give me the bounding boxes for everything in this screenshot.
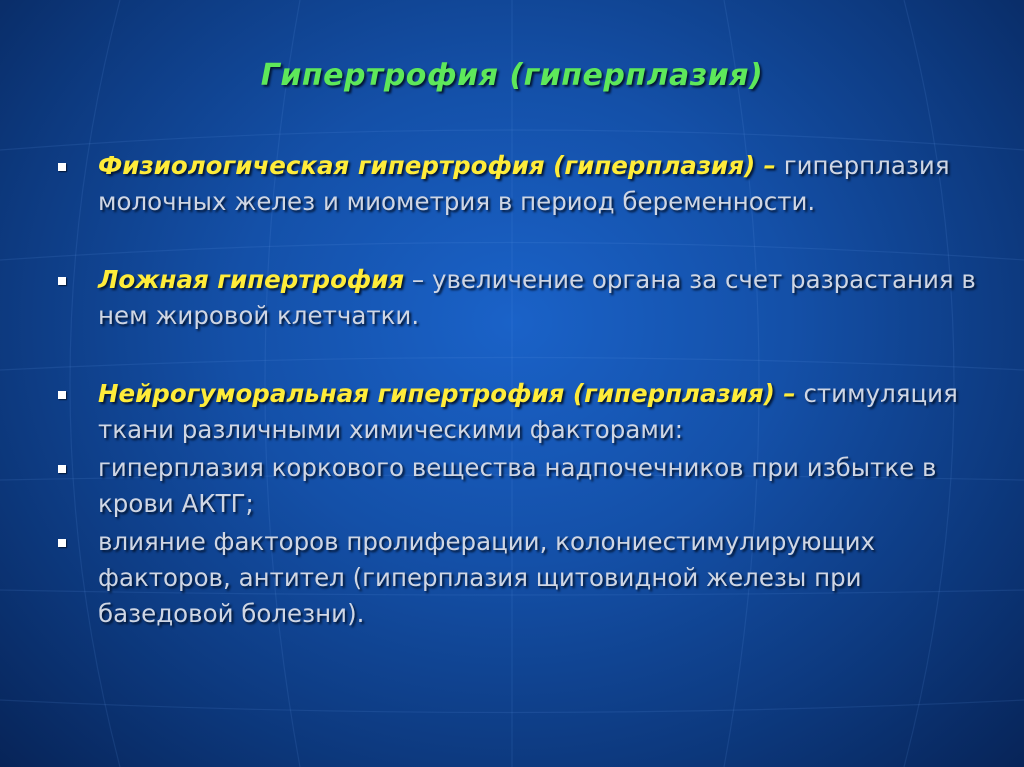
- term-false: Ложная гипертрофия: [98, 265, 405, 294]
- square-bullet-icon: [58, 465, 66, 473]
- text-adrenal: гиперплазия коркового вещества надпочечников при избытке в крови АКТГ;: [98, 453, 937, 518]
- term-physiological: Физиологическая гипертрофия (гиперплазия) –: [98, 151, 776, 180]
- list-item-physiological: [58, 148, 998, 220]
- definition-physiological: гиперплазия молочных желез и миометрия в период беременности.: [98, 151, 950, 216]
- list-item-proliferation: [58, 524, 998, 632]
- term-neurohumoral: Нейрогуморальная гипертрофия (гиперплазия) –: [98, 379, 796, 408]
- list-item-neurohumoral: [58, 376, 998, 448]
- bullet-list: [58, 148, 998, 632]
- definition-neurohumoral: стимуляция ткани различными химическими факторами:: [98, 379, 958, 444]
- list-item-false: [58, 262, 998, 334]
- slide-title: Гипертрофия (гиперплазия): [260, 58, 764, 93]
- list-item-adrenal: [58, 450, 998, 522]
- text-proliferation: влияние факторов пролиферации, колониестимулирующих факторов, антител (гиперплазия щитовидной железы при базедовой болезни).: [98, 527, 876, 628]
- square-bullet-icon: [58, 391, 66, 399]
- square-bullet-icon: [58, 163, 66, 171]
- square-bullet-icon: [58, 539, 66, 547]
- definition-false: – увеличение органа за счет разрастания в нем жировой клетчатки.: [98, 265, 976, 330]
- square-bullet-icon: [58, 277, 66, 285]
